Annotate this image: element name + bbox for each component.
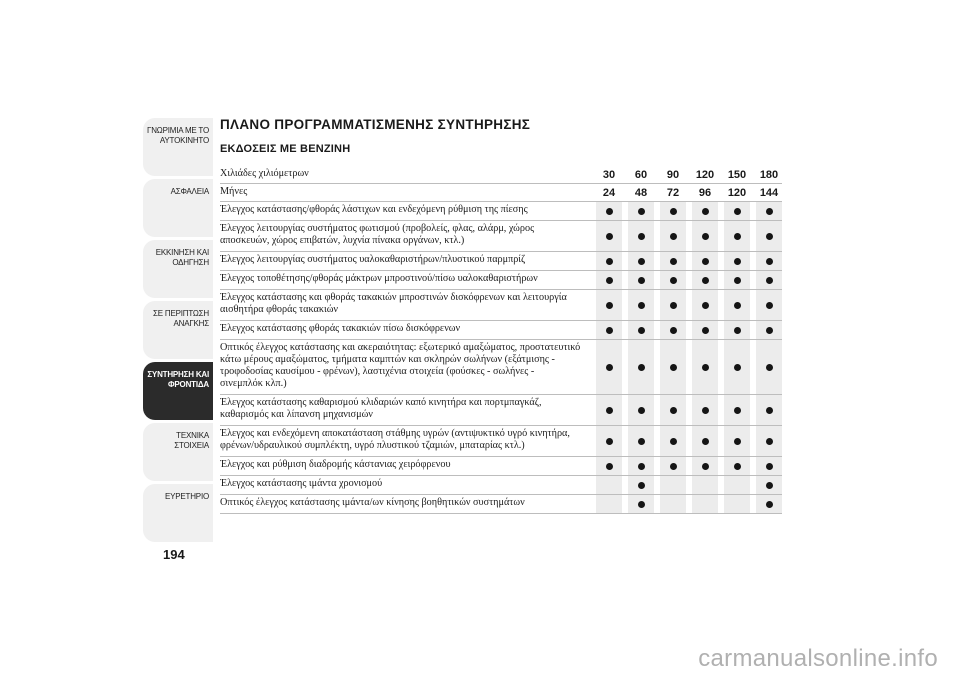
table-row (220, 476, 782, 495)
chapter-tab-2[interactable] (143, 240, 213, 298)
check-dot-icon (766, 482, 773, 489)
interval-cell (692, 395, 718, 425)
maintenance-table (220, 166, 782, 514)
chapter-tab-label: ΣΥΝΤΗΡΗΣΗ ΚΑΙ (147, 370, 209, 379)
check-dot-icon (766, 501, 773, 508)
check-dot-icon (670, 364, 677, 371)
interval-cell (628, 340, 654, 394)
check-dot-icon (638, 463, 645, 470)
check-dot-icon (702, 438, 709, 445)
chapter-tab-5[interactable] (143, 423, 213, 481)
check-dot-icon (606, 277, 613, 284)
check-dot-icon (734, 302, 741, 309)
task-line: Έλεγχος κατάστασης φθοράς τακακιών πίσω δισκόφρενων (220, 323, 461, 334)
interval-cell (756, 495, 782, 513)
chapter-tab-label: ΕΚΚΙΝΗΣΗ ΚΑΙ (155, 248, 209, 257)
check-dot-icon (702, 233, 709, 240)
header-value: 90 (666, 168, 680, 181)
check-dot-icon (734, 233, 741, 240)
interval-cell (596, 340, 622, 394)
check-dot-icon (606, 327, 613, 334)
check-dot-icon (670, 302, 677, 309)
check-dot-icon (670, 463, 677, 470)
task-description (220, 457, 592, 475)
check-dot-icon (766, 258, 773, 265)
table-header-row (220, 184, 782, 202)
interval-cell (628, 321, 654, 339)
check-dot-icon (606, 407, 613, 414)
header-value: 72 (666, 186, 680, 199)
check-dot-icon (766, 277, 773, 284)
check-dot-icon (638, 277, 645, 284)
check-dot-icon (670, 438, 677, 445)
table-row (220, 321, 782, 340)
interval-cell (628, 426, 654, 456)
interval-cell (756, 221, 782, 251)
check-dot-icon (702, 463, 709, 470)
task-description (220, 476, 592, 494)
check-dot-icon (670, 258, 677, 265)
check-dot-icon (734, 258, 741, 265)
task-line: Έλεγχος κατάστασης καθαρισμού κλιδαριών καπό κινητήρα και πορτμπαγκάζ, (220, 397, 542, 408)
check-dot-icon (734, 327, 741, 334)
interval-cell (724, 457, 750, 475)
interval-cell (756, 457, 782, 475)
task-description (220, 252, 592, 270)
check-dot-icon (638, 482, 645, 489)
interval-cell (692, 271, 718, 289)
check-dot-icon (702, 258, 709, 265)
page-title: ΠΛΑΝΟ ΠΡΟΓΡΑΜΜΑΤΙΣΜΕΝΗΣ ΣΥΝΤΗΡΗΣΗΣ (220, 117, 531, 132)
interval-cell (724, 395, 750, 425)
check-dot-icon (702, 327, 709, 334)
interval-cell (724, 271, 750, 289)
chapter-tab-3[interactable] (143, 301, 213, 359)
page-subtitle: ΕΚΔΟΣΕΙΣ ΜΕ ΒΕΝΖΙΝΗ (220, 143, 351, 155)
interval-cell (660, 495, 686, 513)
check-dot-icon (766, 302, 773, 309)
interval-cell (692, 476, 718, 494)
interval-cell (724, 202, 750, 220)
check-dot-icon (766, 438, 773, 445)
check-dot-icon (766, 327, 773, 334)
chapter-tab-4[interactable] (143, 362, 213, 420)
table-row (220, 252, 782, 271)
header-value: 60 (634, 168, 648, 181)
interval-cell (724, 476, 750, 494)
chapter-tab-label: ΑΥΤΟΚΙΝΗΤΟ (159, 135, 209, 145)
interval-cell (628, 202, 654, 220)
interval-cell (628, 476, 654, 494)
interval-cell (596, 495, 622, 513)
interval-cell (628, 395, 654, 425)
chapter-tab-6[interactable] (143, 484, 213, 542)
interval-cell (724, 426, 750, 456)
task-line: Οπτικός έλεγχος κατάστασης και ακεραιότητας: εξωτερικό αμαξώματος, προστατευτικό (220, 342, 581, 353)
table-row (220, 495, 782, 514)
task-line: Έλεγχος κατάστασης και φθοράς τακακιών μπροστινών δισκόφρενων και λειτουργία (220, 292, 567, 303)
check-dot-icon (766, 233, 773, 240)
task-description (220, 290, 592, 320)
chapter-tab-label: ΑΣΦΑΛΕΙΑ (170, 187, 209, 196)
interval-cell (660, 426, 686, 456)
interval-cell (660, 252, 686, 270)
task-line: Έλεγχος και ενδεχόμενη αποκατάσταση στάθμης υγρών (αντιψυκτικό υγρό κινητήρα, (220, 428, 570, 439)
table-row (220, 271, 782, 290)
chapter-tab-label: ΑΝΑΓΚΗΣ (173, 318, 209, 328)
chapter-tab-label: ΦΡΟΝΤΙΔΑ (168, 379, 209, 389)
interval-cell (596, 221, 622, 251)
task-description (220, 271, 592, 289)
task-description (220, 321, 592, 339)
header-value: 30 (602, 168, 616, 181)
interval-cell (660, 395, 686, 425)
interval-cell (596, 476, 622, 494)
check-dot-icon (638, 501, 645, 508)
interval-cell (596, 321, 622, 339)
check-dot-icon (606, 208, 613, 215)
interval-cell (692, 426, 718, 456)
task-line: φρένων/υδραυλικού συμπλέκτη, υγρό πλυστικού τζαμιών, μπαταρίας κτλ.) (220, 440, 525, 451)
interval-cell (660, 290, 686, 320)
check-dot-icon (606, 438, 613, 445)
task-description (220, 495, 592, 513)
check-dot-icon (606, 463, 613, 470)
check-dot-icon (638, 258, 645, 265)
task-line: τροφοδοσίας καυσίμου - φρένων), λαστιχένια στοιχεία (φούσκες - σωλήνες - (220, 366, 535, 377)
interval-cell (724, 495, 750, 513)
check-dot-icon (606, 364, 613, 371)
interval-cell (756, 202, 782, 220)
interval-cell (692, 252, 718, 270)
watermark-text: carmanualsonline.info (698, 645, 938, 672)
check-dot-icon (638, 302, 645, 309)
interval-cell (628, 457, 654, 475)
chapter-tab-label: ΟΔΗΓΗΣΗ (172, 257, 209, 267)
interval-cell (692, 457, 718, 475)
interval-cell (660, 321, 686, 339)
check-dot-icon (702, 302, 709, 309)
task-description (220, 426, 592, 456)
check-dot-icon (766, 208, 773, 215)
interval-cell (756, 340, 782, 394)
check-dot-icon (734, 277, 741, 284)
task-line: Έλεγχος κατάστασης/φθοράς λάστιχων και ενδεχόμενη ρύθμιση της πίεσης (220, 204, 528, 215)
task-line: αποσκευών, χώρος επιβατών, λυχνία πίνακα οργάνων, κτλ.) (220, 235, 465, 246)
interval-cell (756, 395, 782, 425)
header-value: 96 (698, 186, 712, 199)
task-description (220, 395, 592, 425)
check-dot-icon (638, 438, 645, 445)
check-dot-icon (670, 277, 677, 284)
interval-cell (660, 476, 686, 494)
check-dot-icon (670, 407, 677, 414)
header-value: 180 (759, 168, 779, 181)
interval-cell (724, 221, 750, 251)
interval-cell (596, 395, 622, 425)
table-row (220, 426, 782, 457)
check-dot-icon (702, 364, 709, 371)
task-line: Οπτικός έλεγχος κατάστασης ιμάντα/ων κίνησης βοηθητικών συστημάτων (220, 497, 525, 508)
interval-cell (756, 252, 782, 270)
check-dot-icon (734, 407, 741, 414)
chapter-tab-0[interactable] (143, 118, 213, 176)
interval-cell (692, 340, 718, 394)
interval-cell (628, 271, 654, 289)
check-dot-icon (734, 463, 741, 470)
check-dot-icon (702, 407, 709, 414)
interval-cell (596, 426, 622, 456)
check-dot-icon (638, 208, 645, 215)
check-dot-icon (638, 364, 645, 371)
table-row (220, 221, 782, 252)
check-dot-icon (606, 258, 613, 265)
header-value: 120 (727, 186, 747, 199)
page-number: 194 (163, 547, 185, 562)
chapter-tab-label: ΣΕ ΠΕΡΙΠΤΩΣΗ (153, 309, 209, 318)
interval-cell (724, 290, 750, 320)
task-description (220, 221, 592, 251)
task-line: Έλεγχος κατάστασης ιμάντα χρονισμού (220, 478, 383, 489)
interval-cell (628, 290, 654, 320)
interval-cell (628, 221, 654, 251)
header-value: 24 (602, 186, 616, 199)
check-dot-icon (606, 233, 613, 240)
header-value: 144 (759, 186, 779, 199)
interval-cell (596, 202, 622, 220)
interval-cell (692, 202, 718, 220)
check-dot-icon (766, 463, 773, 470)
header-value: 48 (634, 186, 648, 199)
interval-cell (660, 202, 686, 220)
interval-cell (596, 457, 622, 475)
task-description (220, 202, 592, 220)
interval-cell (692, 290, 718, 320)
table-row (220, 340, 782, 395)
interval-cell (724, 252, 750, 270)
interval-cell (756, 290, 782, 320)
chapter-tab-label: ΓΝΩΡΙΜΙΑ ΜΕ ΤΟ (147, 126, 209, 135)
task-line: καθαρισμός και λίπανση μηχανισμών (220, 409, 373, 420)
check-dot-icon (734, 438, 741, 445)
interval-cell (724, 321, 750, 339)
table-header-row (220, 166, 782, 184)
task-line: αισθητήρα φθοράς τακακιών (220, 304, 339, 315)
task-line: Έλεγχος λειτουργίας συστήματος φωτισμού (προβολείς, φλας, αλάρμ, χώρος (220, 223, 535, 234)
task-line: Έλεγχος και ρύθμιση διαδρομής κάστανιας χειρόφρενου (220, 459, 451, 470)
check-dot-icon (638, 233, 645, 240)
check-dot-icon (670, 327, 677, 334)
interval-cell (596, 252, 622, 270)
check-dot-icon (702, 277, 709, 284)
interval-cell (628, 252, 654, 270)
task-line: Έλεγχος λειτουργίας συστήματος υαλοκαθαριστήρων/πλυστικού παρμπρίζ (220, 254, 526, 265)
interval-cell (660, 457, 686, 475)
check-dot-icon (670, 233, 677, 240)
check-dot-icon (734, 208, 741, 215)
table-row (220, 457, 782, 476)
check-dot-icon (638, 327, 645, 334)
interval-cell (756, 476, 782, 494)
interval-cell (756, 426, 782, 456)
table-row (220, 290, 782, 321)
interval-cell (692, 321, 718, 339)
header-label: Χιλιάδες χιλιόμετρων (220, 168, 309, 179)
interval-cell (660, 221, 686, 251)
interval-cell (756, 321, 782, 339)
check-dot-icon (670, 208, 677, 215)
interval-cell (756, 271, 782, 289)
table-row (220, 395, 782, 426)
task-line: κάτω μέρους αμαξώματος, τμήματα καμπτών και σκληρών σωλήνων (εξάτμισης - (220, 354, 555, 365)
check-dot-icon (766, 364, 773, 371)
check-dot-icon (606, 302, 613, 309)
interval-cell (692, 495, 718, 513)
interval-cell (596, 271, 622, 289)
interval-cell (724, 340, 750, 394)
check-dot-icon (734, 364, 741, 371)
check-dot-icon (766, 407, 773, 414)
task-description (220, 340, 592, 394)
interval-cell (660, 340, 686, 394)
chapter-tab-1[interactable] (143, 179, 213, 237)
chapter-tab-label: ΕΥΡΕΤΗΡΙΟ (165, 492, 209, 501)
header-value: 120 (695, 168, 715, 181)
interval-cell (628, 495, 654, 513)
interval-cell (660, 271, 686, 289)
interval-cell (692, 221, 718, 251)
task-line: σινεμπλόκ κλπ.) (220, 378, 287, 389)
chapter-tab-label: ΤΕΧΝΙΚΑ ΣΤΟΙΧΕΙΑ (174, 431, 209, 450)
header-label: Μήνες (220, 186, 248, 197)
check-dot-icon (702, 208, 709, 215)
interval-cell (596, 290, 622, 320)
task-line: Έλεγχος τοποθέτησης/φθοράς μάκτρων μπροστινού/πίσω υαλοκαθαριστήρων (220, 273, 538, 284)
table-row (220, 202, 782, 221)
check-dot-icon (638, 407, 645, 414)
header-value: 150 (727, 168, 747, 181)
